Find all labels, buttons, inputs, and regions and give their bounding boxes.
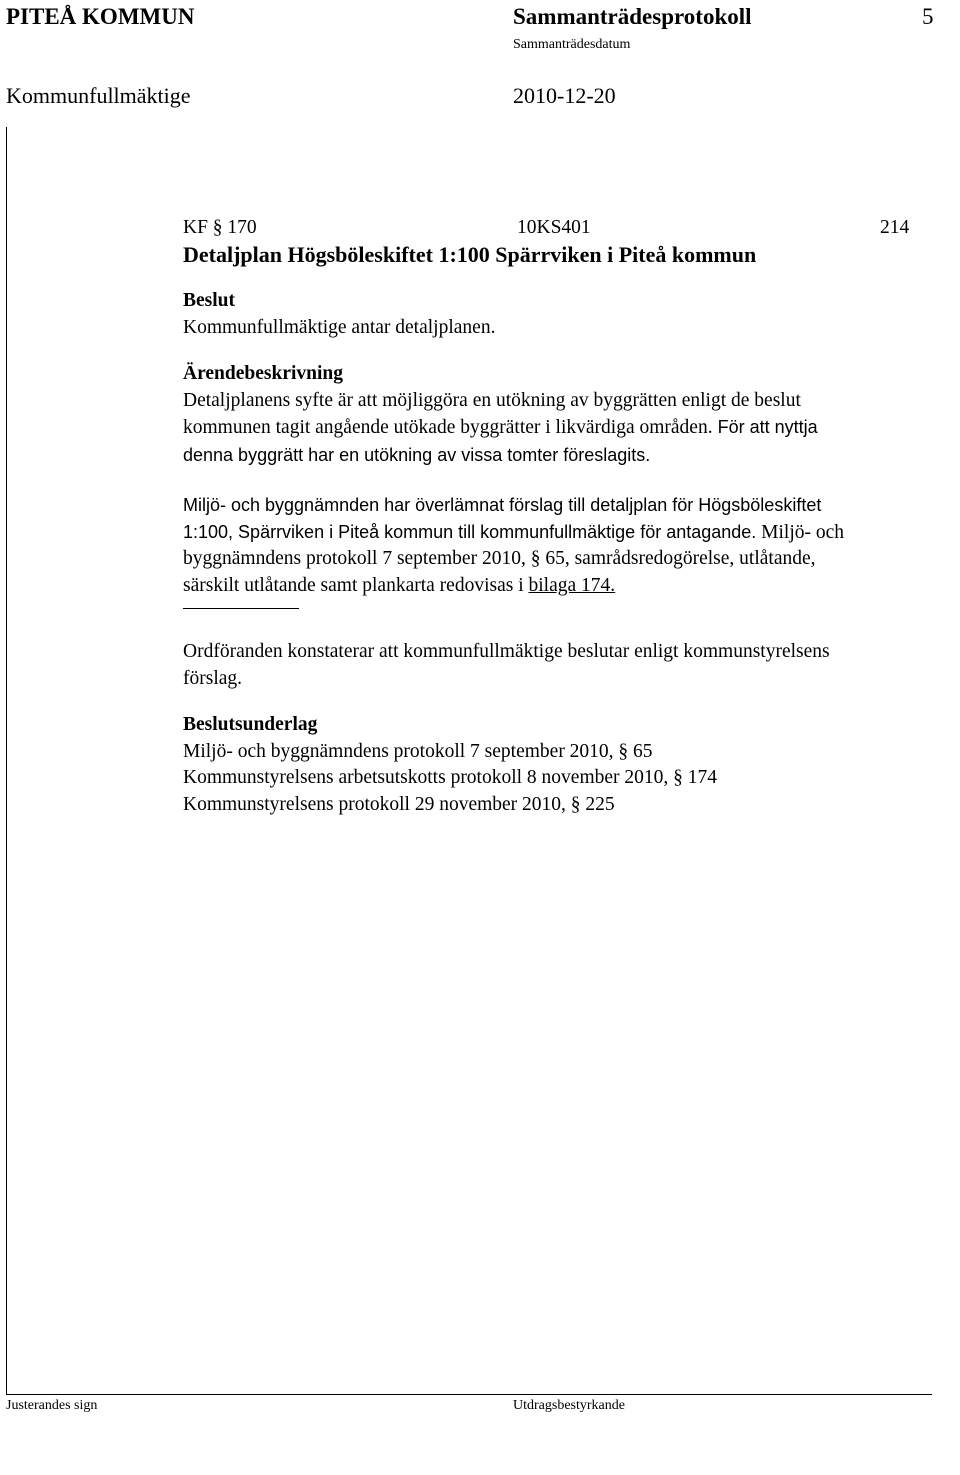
underlag-item: Kommunstyrelsens arbetsutskotts protokoll 8 november 2010, § 174 [183,767,718,788]
arende-p3-line2: förslag. [183,667,243,689]
arende-p2-line2-sans: 1:100, Spärrviken i Piteå kommun till kommunfullmäktige för antagande. [183,521,757,542]
header-title: Sammanträdesprotokoll [513,4,752,29]
beslut-heading: Beslut [183,290,236,311]
date-label: Sammanträdesdatum [513,37,631,52]
arende-p1-line2 [183,414,953,442]
paragraph-number: 214 [880,217,910,238]
beslut-text: Kommunfullmäktige antar detaljplanen. [183,316,496,338]
footer-certification-label: Utdragsbestyrkande [513,1398,625,1413]
arende-heading: Ärendebeskrivning [183,363,343,384]
arende-p2-line2-serif: Miljö- och [756,521,845,543]
underlag-item: Miljö- och byggnämndens protokoll 7 september 2010, § 65 [183,740,653,762]
case-title: Detaljplan Högsböleskiftet 1:100 Spärrviken i Piteå kommun [183,241,757,267]
header-body: Kommunfullmäktige [6,83,191,108]
case-id: 10KS401 [517,217,591,238]
underlag-heading: Beslutsunderlag [183,714,318,735]
arende-p1-line3: denna byggrätt har en utökning av vissa tomter föreslagits. [183,444,651,465]
underlag-item: Kommunstyrelsens protokoll 29 november 2010, § 225 [183,793,615,815]
arende-p3-line1: Ordföranden konstaterar att kommunfullmäktige beslutar enligt kommunstyrelsens [183,641,830,662]
bilaga-link[interactable]: bilaga 174. [528,574,616,596]
arende-p2-line4 [183,573,953,600]
footer-signature-label: Justerandes sign [6,1398,98,1413]
page-number: 5 [922,4,934,29]
header-date: 2010-12-20 [513,83,616,108]
arende-p2-line4-text: särskilt utlåtande samt plankarta redovisas i [183,574,529,596]
case-line [183,215,953,242]
footer-rule [6,1394,932,1395]
header-org: PITEÅ KOMMUN [6,4,195,29]
arende-p2-line2 [183,519,953,547]
arende-p1-line2-sans: För att nyttja [712,417,818,437]
arende-p2-line1: Miljö- och byggnämnden har överlämnat förslag till detaljplan för Högsböleskiftet [183,495,822,515]
arende-p1-line1: Detaljplanens syfte är att möjliggöra en utökning av byggrätten enligt de beslut [183,389,801,411]
arende-p2-line3: byggnämndens protokoll 7 september 2010, § 65, samrådsredogörelse, utlåtande, [183,548,816,569]
arende-p1-line2-serif: kommunen tagit angående utökade byggrätter i likvärdiga områden. [183,417,713,438]
document-body [183,215,953,818]
case-number: KF § 170 [183,217,257,238]
left-margin-rule [6,127,7,1394]
